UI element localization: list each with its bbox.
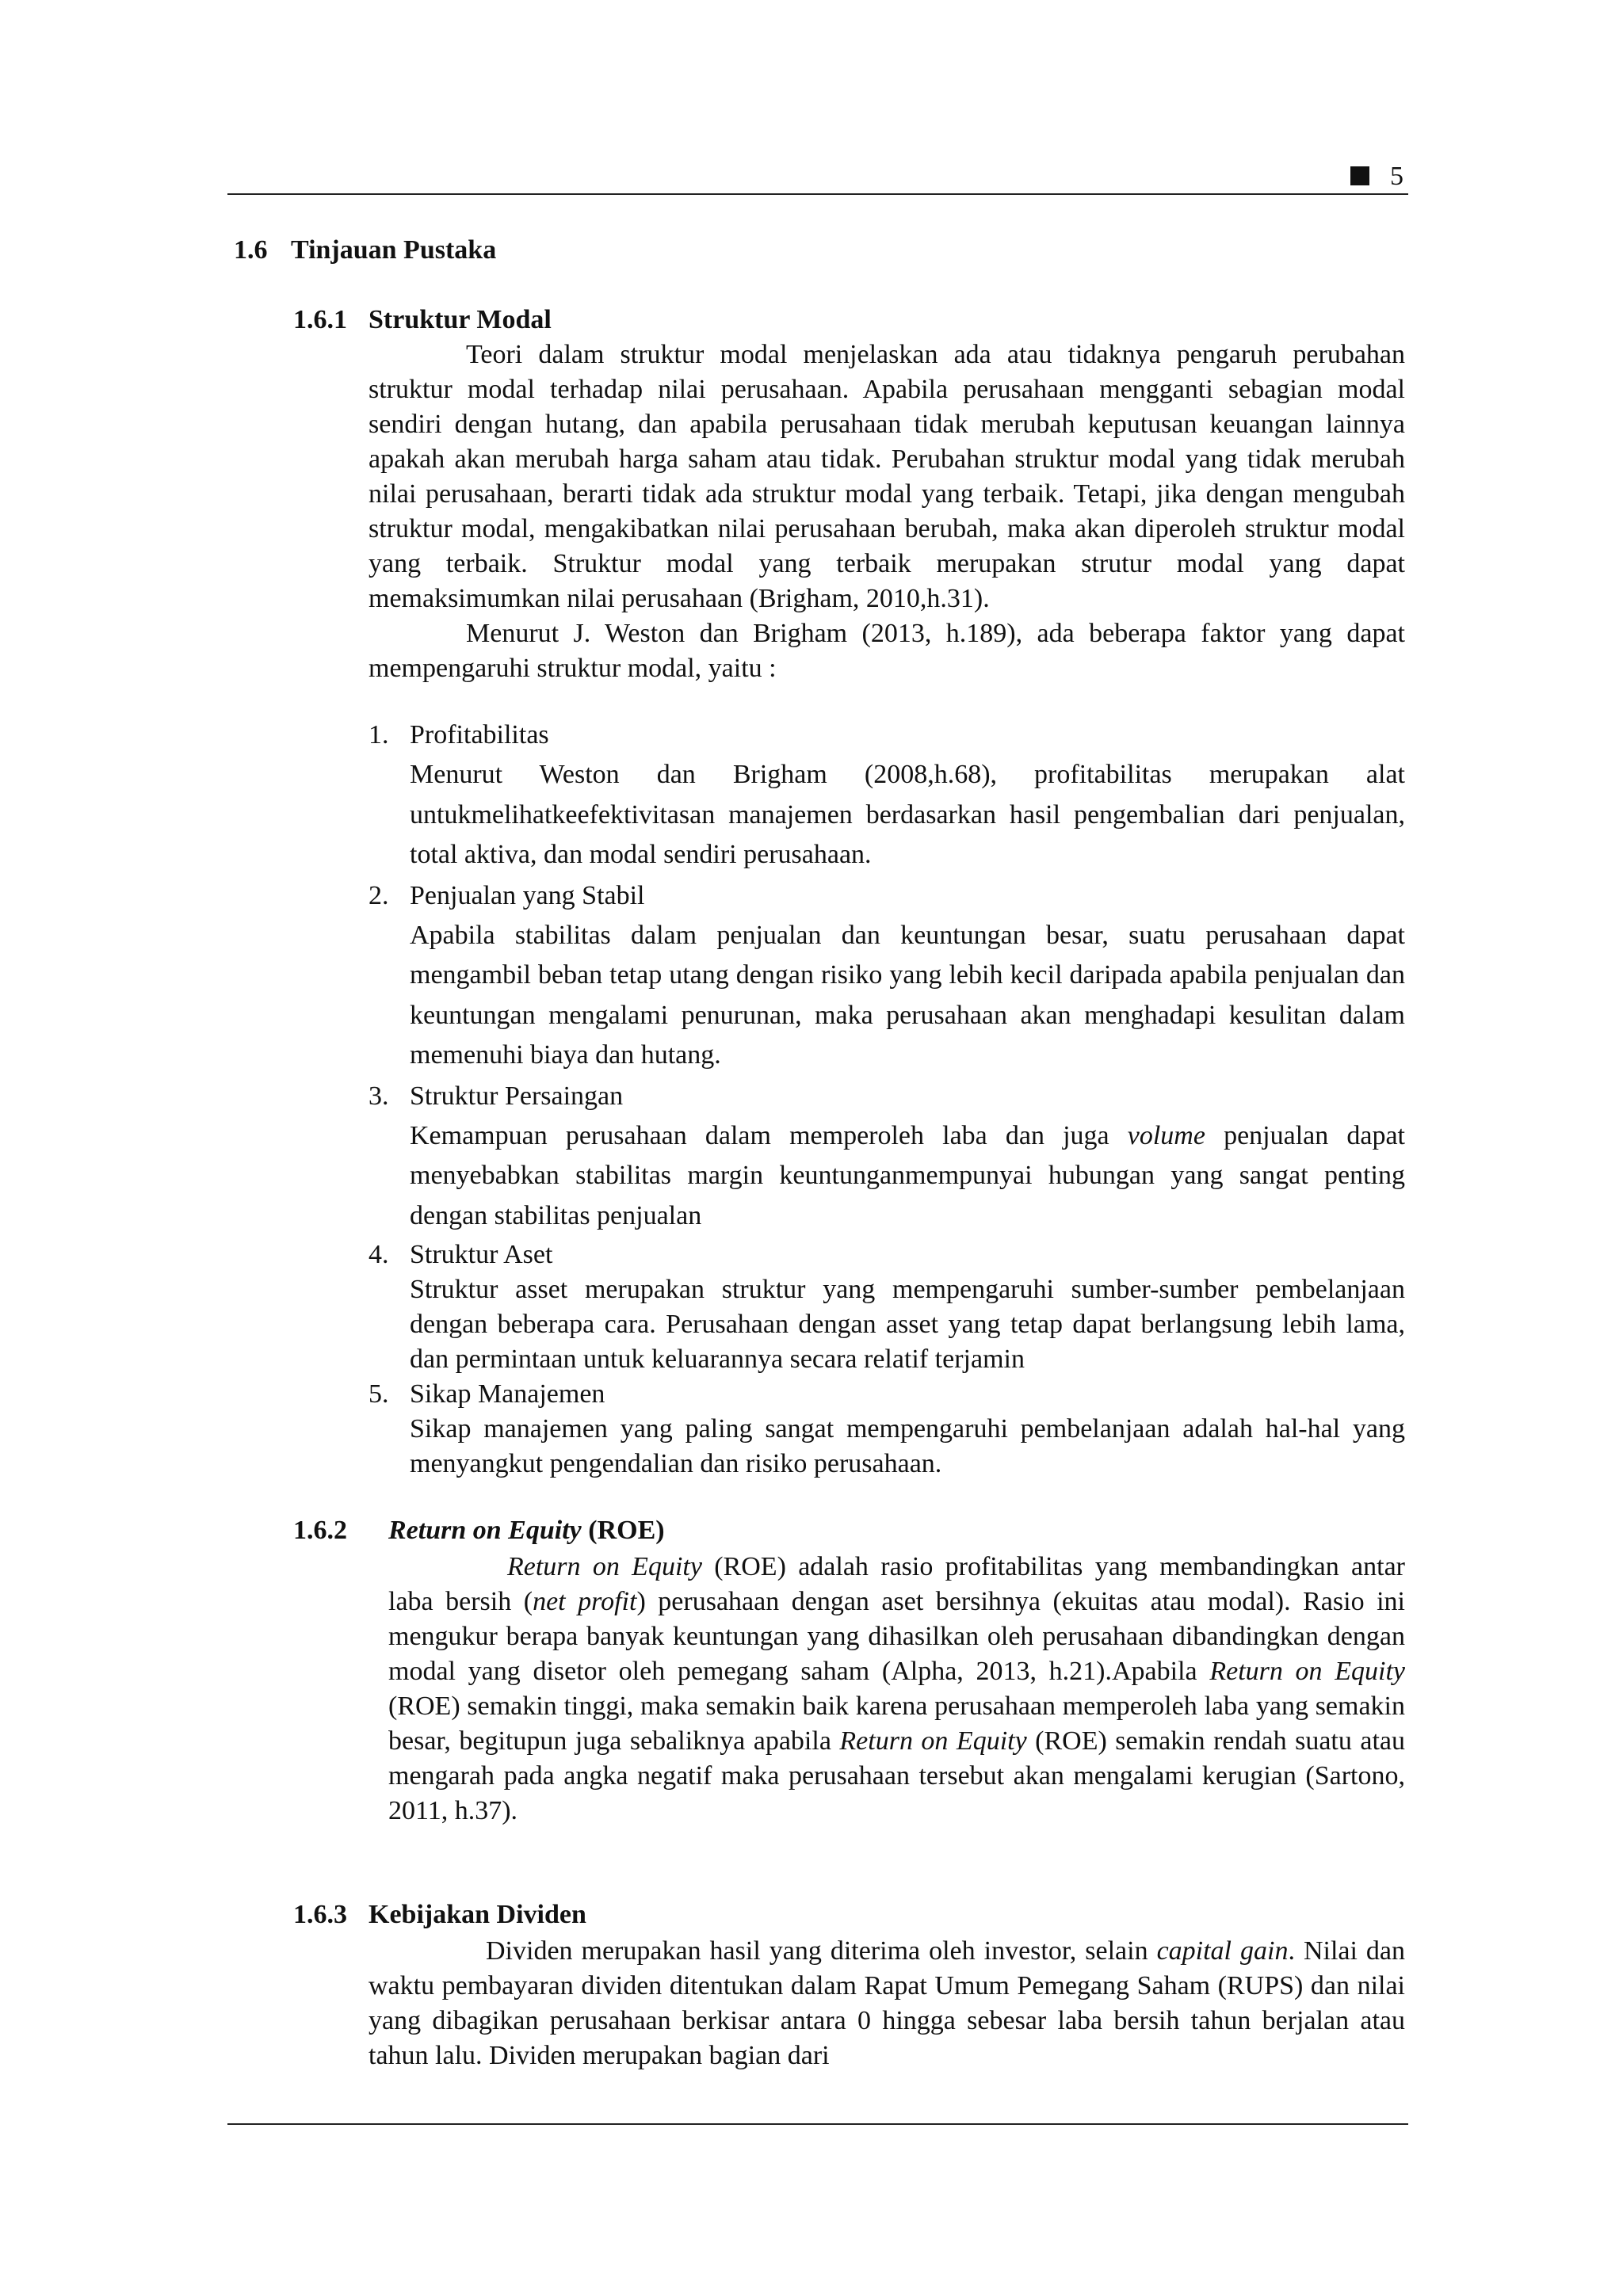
subsection-number: 1.6.1 [293,305,347,334]
text-run: Kemampuan perusahaan dalam memperoleh laba dan juga [410,1120,1128,1150]
list-item [369,718,1405,875]
subsection-title: Kebijakan Dividen [369,1900,586,1929]
list-number: 2. [369,880,389,910]
paragraph: Menurut J. Weston dan Brigham (2013, h.189), ada beberapa faktor yang dapat mempengaruhi struktur modal, yaitu : [369,619,1405,683]
subsection-title-italic: Return on Equity [388,1516,582,1545]
section-number: 1.6 [234,235,268,265]
list-item [369,879,1405,1076]
list-item-body: Sikap manajemen yang paling sangat mempengaruhi pembelanjaan adalah hal-hal yang menyangkut pengendalian dan risiko perusahaan. [410,1414,1405,1478]
kebijakan-dividen-text [369,1934,1405,2073]
list-item [369,1079,1405,1237]
page-header [1350,161,1403,193]
section-title: Tinjauan Pustaka [291,235,497,265]
list-item-body: Struktur asset merupakan struktur yang mempengaruhi sumber-sumber pembelanjaan dengan beberapa cara. Perusahaan dengan asset yang tetap dapat berlangsung lebih lama, dan permintaan untuk keluarannya secara relatif terjamin [410,1275,1405,1374]
struktur-modal-text [369,338,1405,686]
text-run: penjualan dapat menyebabkan stabilitas margin keuntunganmempunyai hubungan yang sangat penting dengan stabilitas penjualan [410,1120,1405,1230]
list-item-body [369,1116,1405,1237]
text-run: ) perusahaan dengan aset bersihnya (ekuitas atau modal). Rasio ini mengukur berapa banyak keuntungan yang dihasilkan oleh perusahaan dibandingkan dengan modal yang disetor oleh pemegang saham (Alpha, 2013, h.21).Apabila [388,1587,1405,1686]
header-rule [227,193,1408,195]
list-number: 3. [369,1081,389,1111]
italic-term: Return on Equity [1209,1657,1406,1686]
list-item [369,1377,1405,1482]
section-heading [234,235,496,266]
italic-term: capital gain [1156,1936,1289,1966]
italic-term: Return on Equity [839,1726,1027,1756]
text-run: (ROE) semakin rendah suatu atau mengarah pada angka negatif maka perusahaan tersebut akan mengalami kerugian (Sartono, 2011, h.37). [388,1726,1405,1825]
paragraph [369,1934,1405,2073]
list-item-title: Profitabilitas [410,720,549,749]
square-bullet-icon [1350,166,1369,185]
text-run: (ROE) adalah rasio profitabilitas yang membandingkan antar laba bersih ( [388,1552,1406,1616]
list-item-title: Penjualan yang Stabil [410,880,645,910]
list-number: 4. [369,1240,389,1269]
list-number: 1. [369,720,389,749]
paragraph: Teori dalam struktur modal menjelaskan ada atau tidaknya pengaruh perubahan struktur modal terhadap nilai perusahaan. Apabila perusahaan mengganti sebagian modal sendiri dengan hutang, dan apabila perusahaan tidak merubah keputusan keuangan lainnya apakah akan merubah harga saham atau tidak. Perubahan struktur modal yang tidak merubah nilai perusahaan, berarti tidak ada struktur modal yang terbaik. Tetapi, jika dengan mengubah struktur modal, mengakibatkan nilai perusahaan berubah, maka akan diperoleh struktur modal yang terbaik. Struktur modal yang terbaik merupakan strutur modal yang dapat memaksimumkan nilai perusahaan (Brigham, 2010,h.31). [369,340,1405,613]
list-item [369,1238,1405,1377]
text-run: Dividen merupakan hasil yang diterima oleh investor, selain [486,1936,1157,1966]
italic-term: Return on Equity [507,1552,702,1581]
text-run: . Nilai dan waktu pembayaran dividen ditentukan dalam Rapat Umum Pemegang Saham (RUPS) dan nilai yang dibagikan perusahaan berkisar antara 0 hingga sebesar laba bersih tahun berjalan atau tahun lalu. Dividen merupakan bagian dari [369,1936,1405,2070]
italic-term: net profit [533,1587,637,1616]
subsection-title-rest: (ROE) [581,1516,665,1545]
list-item-title: Struktur Aset [410,1240,553,1269]
list-item-title: Struktur Persaingan [410,1081,624,1111]
roe-text [388,1550,1405,1829]
subsection-number: 1.6.3 [293,1900,347,1929]
list-item-title: Sikap Manajemen [410,1379,605,1409]
list-item-body: Menurut Weston dan Brigham (2008,h.68), profitabilitas merupakan alat untukmelihatkeefektivitasan manajemen berdasarkan hasil pengembalian dari penjualan, total aktiva, dan modal sendiri perusahaan. [410,760,1405,869]
list-item-body: Apabila stabilitas dalam penjualan dan keuntungan besar, suatu perusahaan dapat mengambil beban tetap utang dengan risiko yang lebih kecil daripada apabila penjualan dan keuntungan mengalami penurunan, maka perusahaan akan menghadapi kesulitan dalam memenuhi biaya dan hutang. [410,920,1405,1070]
paragraph [388,1550,1405,1829]
subsection-heading-roe [293,1515,665,1547]
subsection-heading-struktur-modal [293,304,552,336]
subsection-number: 1.6.2 [293,1516,347,1545]
page-number: 5 [1390,162,1403,191]
factor-list [369,718,1405,1482]
italic-term: volume [1127,1120,1205,1150]
subsection-title: Struktur Modal [369,305,552,334]
text-run: (ROE) semakin tinggi, maka semakin baik karena perusahaan memperoleh laba yang semakin besar, begitupun juga sebaliknya apabila [388,1691,1405,1756]
list-number: 5. [369,1379,389,1409]
footer-rule [227,2123,1408,2125]
subsection-heading-kebijakan-dividen [293,1899,586,1931]
